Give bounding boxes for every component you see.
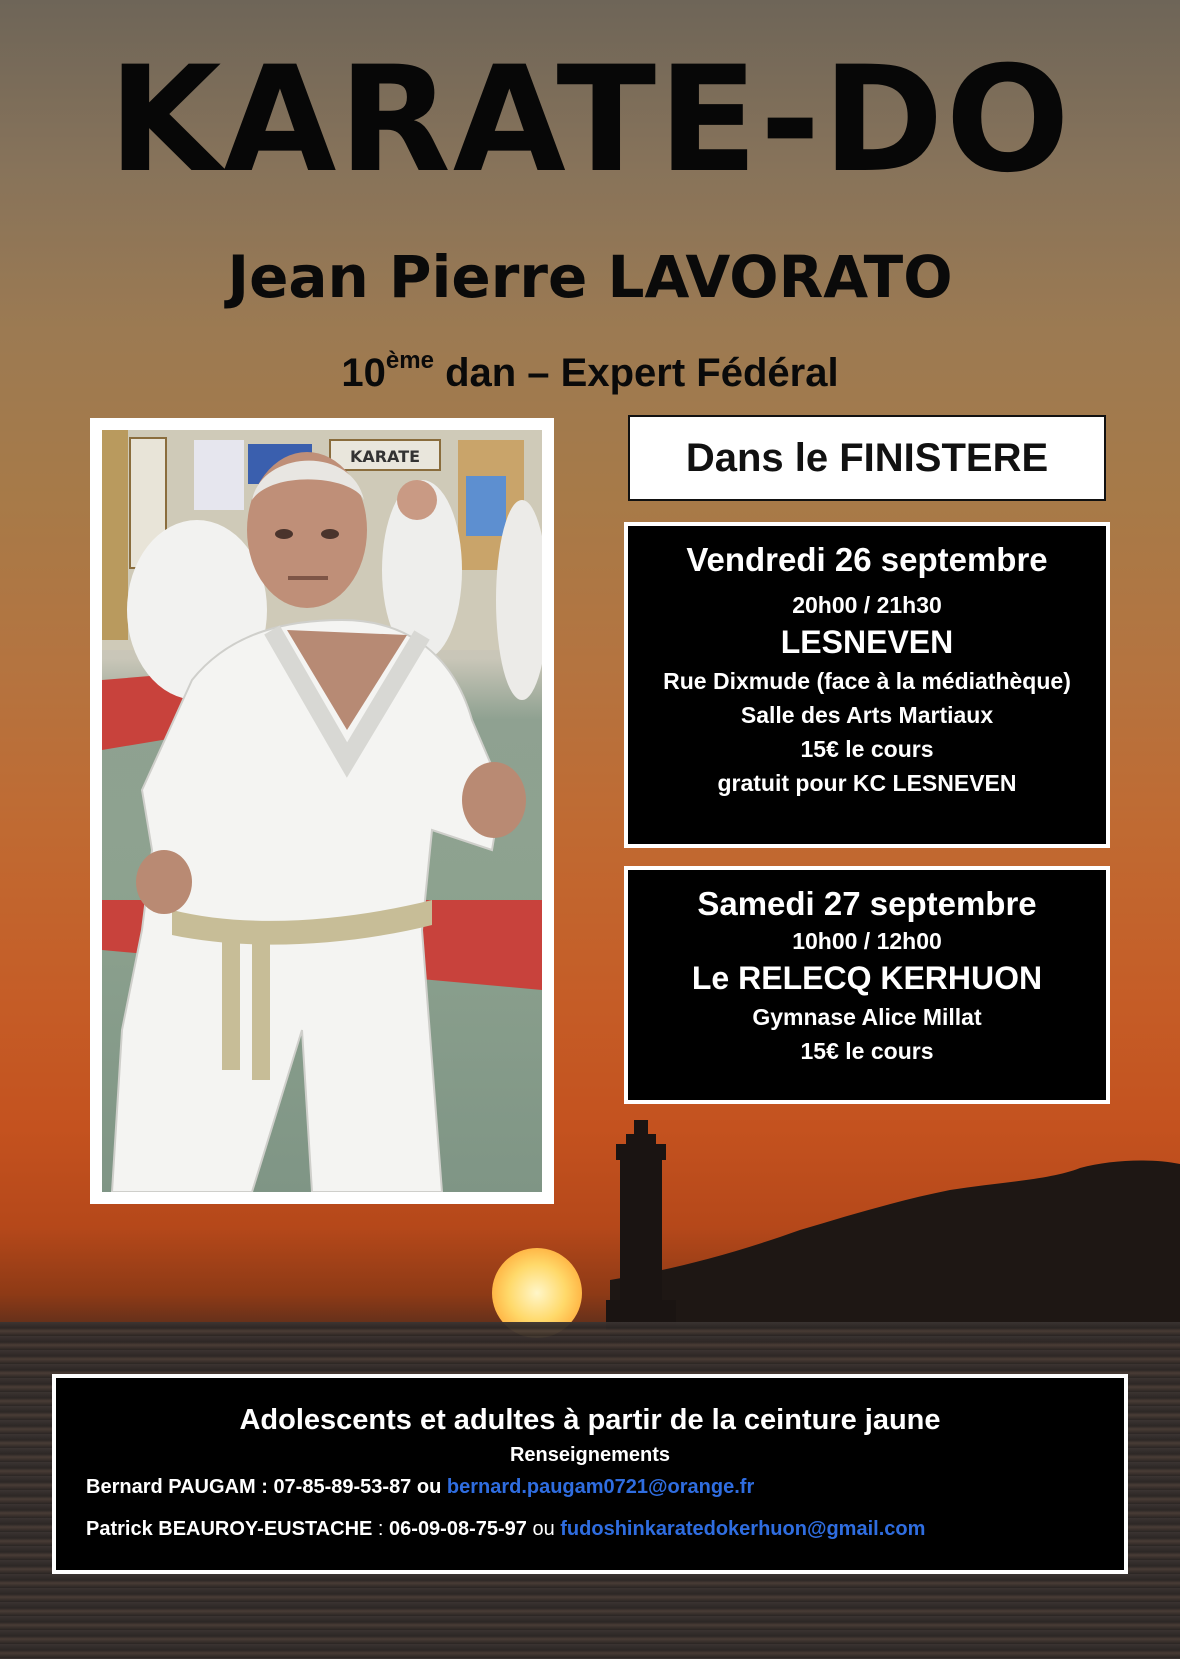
event-venue: Gymnase Alice Millat — [752, 1004, 982, 1030]
headland-silhouette — [610, 1160, 1180, 1340]
lighthouse-silhouette — [596, 1120, 686, 1330]
event-place: Le RELECQ KERHUON — [691, 960, 1043, 996]
event-price: 15€ le cours — [800, 1038, 934, 1064]
contact-email-link[interactable]: fudoshinkaratedokerhuon@gmail.com — [560, 1518, 926, 1540]
contact-name: Patrick BEAUROY-EUSTACHE — [86, 1518, 373, 1540]
info-label: Renseignements — [509, 1444, 671, 1466]
event-address: Rue Dixmude (face à la médiathèque) — [663, 668, 1071, 694]
event-time: 10h00 / 12h00 — [792, 928, 942, 954]
contact-sep: : — [372, 1518, 390, 1540]
event-date: Samedi 27 septembre — [697, 885, 1037, 922]
contact-row — [56, 1516, 1124, 1542]
poster-title: KARATE-DO — [108, 35, 1072, 205]
contact-or: ou — [411, 1476, 447, 1498]
event-date: Vendredi 26 septembre — [686, 541, 1048, 578]
rank-rest: dan – Expert Fédéral — [433, 351, 839, 395]
contact-email-link[interactable]: bernard.paugam0721@orange.fr — [446, 1476, 755, 1498]
event-card-friday — [624, 522, 1110, 848]
audience-line: Adolescents et adultes à partir de la ceinture jaune — [239, 1404, 941, 1436]
contact-phone: 07-85-89-53-87 — [273, 1476, 412, 1498]
event-time: 20h00 / 21h30 — [792, 592, 942, 618]
contact-row — [56, 1474, 1124, 1500]
rank-number: 10 — [341, 351, 386, 395]
info-footer — [52, 1374, 1128, 1574]
photo-wall-sign: KARATE — [349, 447, 421, 466]
contact-or: ou — [526, 1518, 561, 1540]
event-price: 15€ le cours — [800, 736, 934, 762]
karateka-illustration — [102, 430, 542, 1192]
event-venue: Salle des Arts Martiaux — [740, 702, 994, 728]
event-place: LESNEVEN — [780, 624, 954, 660]
rank-suffix: ème — [385, 347, 434, 374]
contact-name: Bernard PAUGAM — [86, 1476, 256, 1498]
contact-phone: 06-09-08-75-97 — [389, 1518, 527, 1540]
contact-sep: : — [255, 1476, 274, 1498]
instructor-name: Jean Pierre LAVORATO — [227, 243, 953, 311]
instructor-photo — [90, 418, 554, 1204]
event-card-saturday — [624, 866, 1110, 1104]
event-note: gratuit pour KC LESNEVEN — [717, 770, 1017, 796]
region-banner: Dans le FINISTERE — [628, 415, 1106, 501]
instructor-rank — [0, 336, 1180, 398]
